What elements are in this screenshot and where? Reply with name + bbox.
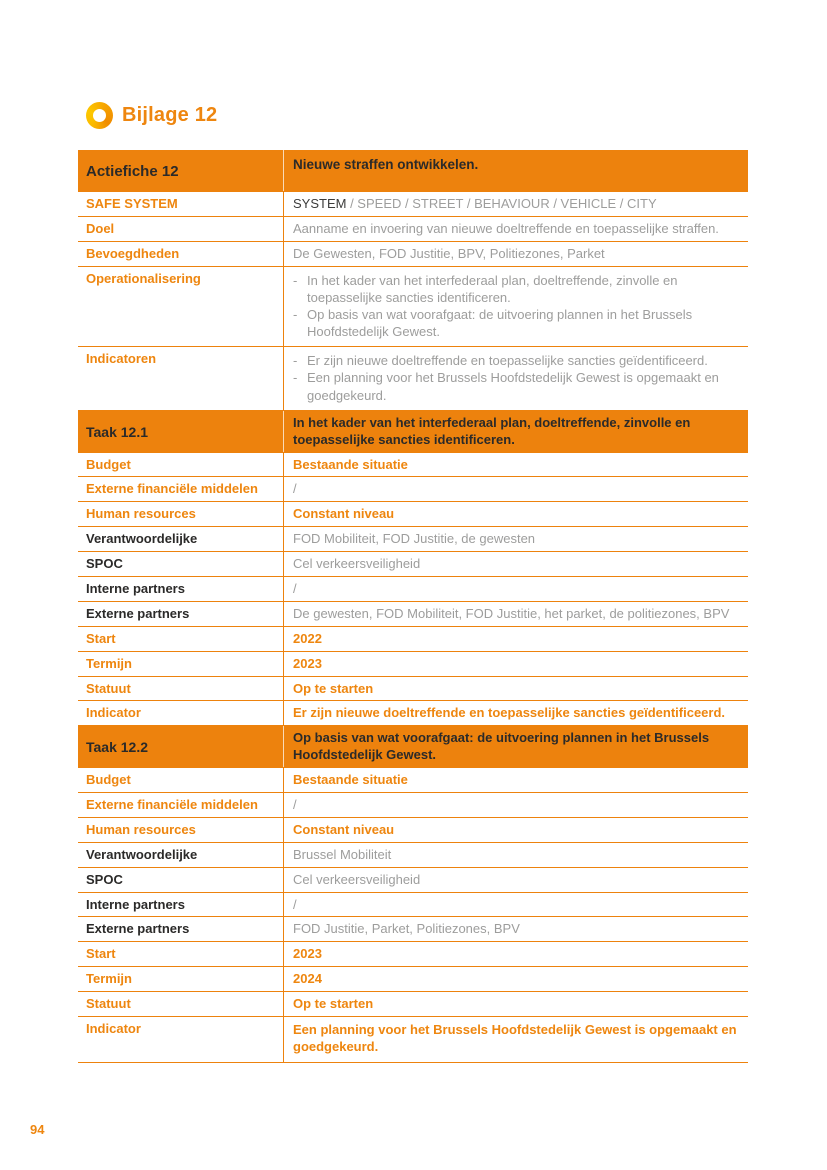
row-label: Verantwoordelijke [78, 527, 284, 551]
row-label: Actiefiche 12 [78, 150, 284, 191]
row-label: Indicatoren [78, 347, 284, 409]
row-value: / [293, 581, 297, 596]
row-value: 2022 [293, 630, 322, 646]
row-value: FOD Mobiliteit, FOD Justitie, de gewesten [293, 531, 536, 547]
row-value: Op te starten [293, 680, 374, 696]
row-label: Taak 12.2 [78, 726, 284, 767]
table-row-externe-partners-2 [78, 917, 748, 942]
row-label: Budget [78, 453, 284, 477]
table-row-budget-1 [78, 453, 748, 478]
table-row-actiefiche-header [78, 150, 748, 192]
row-value: Cel verkeersveiligheid [293, 556, 421, 572]
row-value: Aanname en invoering van nieuwe doeltreffende en toepasselijke straffen. [293, 220, 719, 236]
row-value: Nieuwe straffen ontwikkelen. [293, 157, 479, 172]
table-row-verantwoordelijke-1 [78, 527, 748, 552]
table-row-safe-system [78, 192, 748, 217]
row-label: Externe financiële middelen [78, 477, 284, 501]
row-value: Constant niveau [293, 506, 395, 522]
row-value: Op te starten [293, 996, 374, 1012]
row-label: Indicator [78, 701, 284, 725]
bullet-item [293, 369, 739, 403]
table-row-start-1 [78, 627, 748, 652]
row-label: Statuut [78, 677, 284, 701]
safe-system-rest: / SPEED / STREET / BEHAVIOUR / VEHICLE / CITY [346, 196, 657, 211]
bullet-item [293, 306, 739, 340]
row-value: 2023 [293, 946, 322, 962]
row-value: Cel verkeersveiligheid [293, 871, 421, 887]
table-row-externe-partners-1 [78, 602, 748, 627]
bullet-dash: - [293, 353, 298, 369]
table-row-indicatoren [78, 347, 748, 410]
bullet-dash: - [293, 272, 298, 288]
row-value: / [293, 896, 297, 912]
row-label: Externe financiële middelen [78, 793, 284, 817]
row-value: Er zijn nieuwe doeltreffende en toepasselijke sancties geïdentificeerd. [293, 705, 726, 721]
table-row-taak-12-1 [78, 411, 748, 453]
table-row-statuut-2 [78, 992, 748, 1017]
row-label: Human resources [78, 502, 284, 526]
row-value: Brussel Mobiliteit [293, 846, 392, 862]
row-label: Verantwoordelijke [78, 843, 284, 867]
table-row-externe-middelen-1 [78, 477, 748, 502]
table-row-termijn-1 [78, 652, 748, 677]
bullet-dash: - [293, 306, 298, 322]
row-value [284, 347, 748, 409]
table-row-start-2 [78, 942, 748, 967]
row-value: Bestaande situatie [293, 772, 408, 788]
row-label: Interne partners [78, 893, 284, 917]
row-value [284, 192, 748, 216]
row-label: Statuut [78, 992, 284, 1016]
row-label: SPOC [78, 552, 284, 576]
table-row-termijn-2 [78, 967, 748, 992]
table-row-interne-partners-2 [78, 893, 748, 918]
row-label: Termijn [78, 652, 284, 676]
bullet-item [293, 352, 739, 369]
bullet-text: In het kader van het interfederaal plan, doeltreffende, zinvolle en toepasselijke sancties identificeren. [307, 272, 678, 305]
row-label: Operationalisering [78, 267, 284, 347]
page-heading [86, 102, 217, 129]
bullet-text: Er zijn nieuwe doeltreffende en toepasselijke sancties geïdentificeerd. [307, 353, 708, 369]
row-value: FOD Justitie, Parket, Politiezones, BPV [293, 921, 520, 937]
row-label: Indicator [78, 1017, 284, 1062]
table-row-spoc-1 [78, 552, 748, 577]
row-label: Taak 12.1 [78, 411, 284, 452]
row-value: / [293, 481, 297, 497]
row-label: Bevoegdheden [78, 242, 284, 266]
row-value: 2024 [293, 971, 322, 987]
safe-system-active: SYSTEM [293, 196, 347, 211]
table-row-interne-partners-1 [78, 577, 748, 602]
row-value: De gewesten, FOD Mobiliteit, FOD Justitie, het parket, de politiezones, BPV [293, 605, 730, 621]
row-label: Start [78, 942, 284, 966]
table-row-indicator-1 [78, 701, 748, 726]
table-row-verantwoordelijke-2 [78, 843, 748, 868]
bullet-dash: - [293, 370, 298, 386]
table-row-bevoegdheden [78, 242, 748, 267]
row-label: Budget [78, 768, 284, 792]
table-row-taak-12-2 [78, 726, 748, 768]
row-label: SAFE SYSTEM [78, 192, 284, 216]
table-row-statuut-1 [78, 677, 748, 702]
row-label: Termijn [78, 967, 284, 991]
ring-bullet-icon [86, 102, 113, 129]
row-value: Op basis van wat voorafgaat: de uitvoering plannen in het Brussels Hoofdstedelijk Gewest. [293, 730, 710, 763]
actiefiche-table [78, 150, 748, 1063]
row-label: Interne partners [78, 577, 284, 601]
table-row-indicator-2 [78, 1017, 748, 1063]
row-value: In het kader van het interfederaal plan, doeltreffende, zinvolle en toepasselijke sancties identificeren. [293, 414, 691, 447]
table-row-externe-middelen-2 [78, 793, 748, 818]
table-row-spoc-2 [78, 868, 748, 893]
bullet-text: Een planning voor het Brussels Hoofdstedelijk Gewest is opgemaakt en goedgekeurd. [307, 370, 719, 403]
bullet-text: Op basis van wat voorafgaat: de uitvoering plannen in het Brussels Hoofdstedelijk Gewest. [307, 306, 693, 340]
table-row-doel [78, 217, 748, 242]
table-row-human-resources-2 [78, 818, 748, 843]
row-value: Bestaande situatie [293, 456, 408, 472]
table-row-operationalisering [78, 267, 748, 348]
row-label: Externe partners [78, 602, 284, 626]
bullet-item [293, 272, 739, 306]
row-label: SPOC [78, 868, 284, 892]
row-value: Constant niveau [293, 821, 395, 837]
row-label: Doel [78, 217, 284, 241]
row-label: Externe partners [78, 917, 284, 941]
row-value: Een planning voor het Brussels Hoofdstedelijk Gewest is opgemaakt en goedgekeurd. [293, 1022, 737, 1054]
row-label: Human resources [78, 818, 284, 842]
row-value [284, 267, 748, 347]
row-label: Start [78, 627, 284, 651]
table-row-budget-2 [78, 768, 748, 793]
table-row-human-resources-1 [78, 502, 748, 527]
page-title: Bijlage 12 [122, 104, 218, 126]
row-value: De Gewesten, FOD Justitie, BPV, Politiezones, Parket [293, 245, 605, 261]
page-number: 94 [30, 1122, 45, 1137]
row-value: 2023 [293, 655, 322, 671]
row-value: / [293, 797, 297, 813]
